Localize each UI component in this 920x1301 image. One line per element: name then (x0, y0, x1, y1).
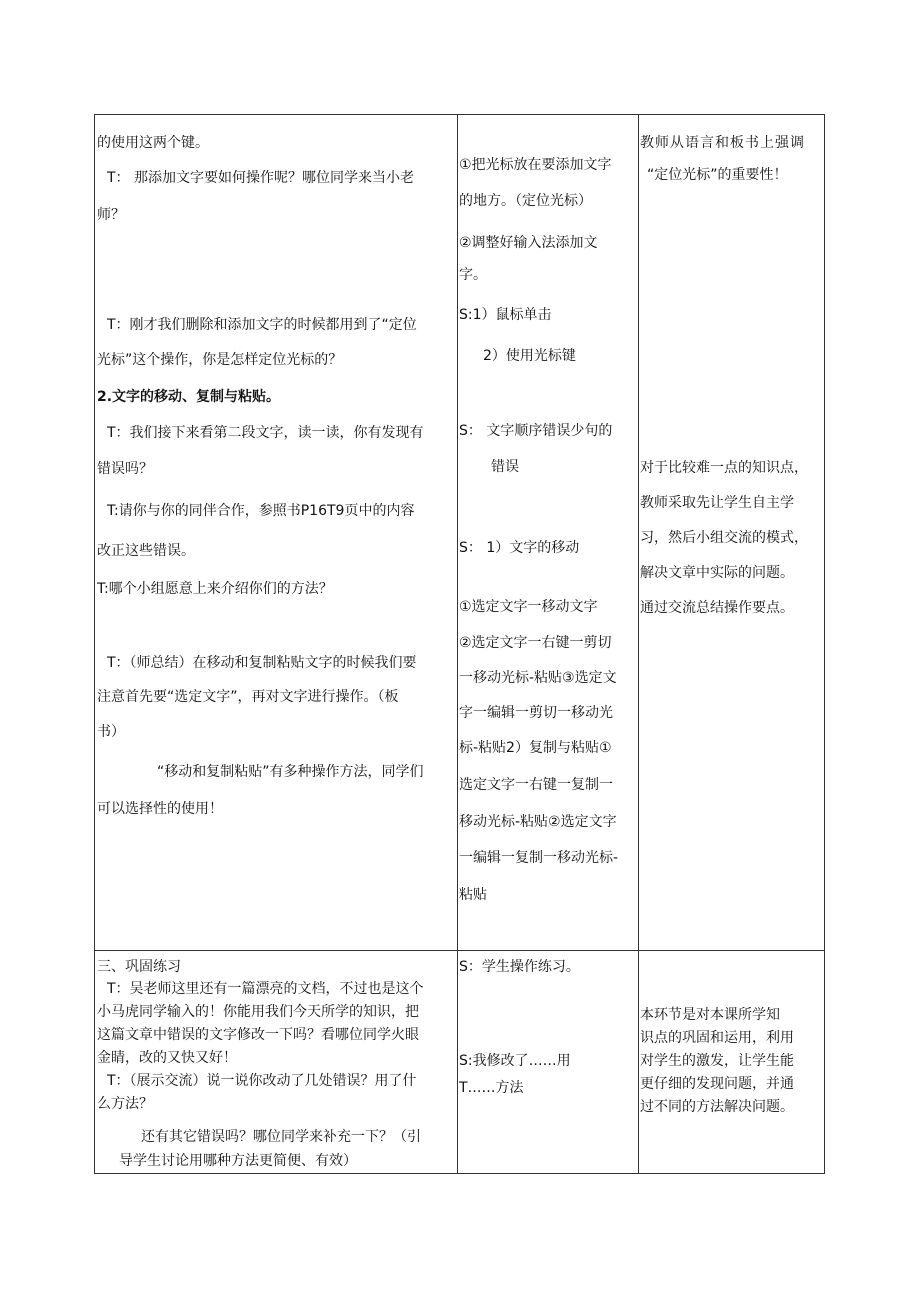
lesson-table (94, 114, 825, 1174)
text-line: 对于比较难一点的知识点， (640, 460, 808, 476)
text-line: 的使用这两个键。 (97, 135, 209, 151)
text-line: 字。 (459, 267, 487, 283)
text-line: 书） (97, 724, 125, 740)
row-divider (95, 950, 824, 951)
text-line: 光标”这个操作，你是怎样定位光标的？ (97, 352, 343, 368)
column-divider (638, 115, 639, 1173)
text-line: S： 1）文字的移动 (459, 540, 580, 556)
text-line: 错误吗？ (97, 461, 153, 477)
text-line: 小马虎同学输入的！你能用我们今天所学的知识，把 (97, 1004, 419, 1020)
text-line: 选定文字一右键一复制一 (459, 777, 613, 793)
text-line: 一移动光标-粘贴③选定文 (459, 670, 617, 686)
text-line: ②调整好输入法添加文 (459, 235, 598, 251)
text-line: 2）使用光标键 (483, 348, 576, 364)
text-line: S:我修改了……用 (459, 1053, 571, 1069)
text-line: “定位光标”的重要性！ (647, 167, 788, 183)
text-line: 更仔细的发现问题，并通 (640, 1076, 794, 1092)
text-line: 本环节是对本课所学知 (640, 1007, 780, 1023)
text-line: T:请你与你的同伴合作，参照书P16T9页中的内容 (107, 503, 415, 519)
text-line: 移动光标-粘贴②选定文字 (459, 814, 617, 830)
text-line: 可以选择性的使用！ (97, 801, 223, 817)
section-heading: 2.文字的移动、复制与粘贴。 (97, 389, 281, 405)
text-line: 导学生讨论用哪种方法更简便、有效） (119, 1153, 357, 1169)
text-line: 教师采取先让学生自主学 (640, 495, 794, 511)
text-line: 这篇文章中错误的文字修改一下吗？看哪位同学火眼 (97, 1027, 419, 1043)
text-line: “移动和复制粘贴”有多种操作方法，同学们 (157, 764, 424, 780)
text-line: 教师从语言和板书上强调 (640, 135, 805, 151)
text-line: S:1）鼠标单击 (459, 307, 552, 323)
text-line: 对学生的激发，让学生能 (640, 1053, 794, 1069)
text-line: 习，然后小组交流的模式， (640, 530, 808, 546)
text-line: 么方法？ (97, 1096, 153, 1112)
text-line: 师？ (97, 207, 125, 223)
text-line: 还有其它错误吗？哪位同学来补充一下？（引 (141, 1129, 421, 1145)
text-line: 注意首先要“选定文字”，再对文字进行操作。（板 (97, 689, 399, 705)
text-line: T:哪个小组愿意上来介绍你们的方法？ (97, 581, 333, 597)
text-line: 错误 (491, 459, 519, 475)
column-divider (457, 115, 458, 1173)
text-line: 解决文章中实际的问题。 (640, 565, 794, 581)
text-line: ②选定文字一右键一剪切 (459, 635, 612, 651)
text-line: 标-粘贴2）复制与粘贴① (459, 740, 612, 756)
text-line: S：学生操作练习。 (459, 959, 580, 975)
text-line: 的地方。（定位光标） (459, 193, 592, 209)
text-line: T： 那添加文字要如何操作呢？哪位同学来当小老 (107, 170, 415, 186)
text-line: 过不同的方法解决问题。 (640, 1099, 794, 1115)
text-line: T：（师总结）在移动和复制粘贴文字的时候我们要 (107, 655, 417, 671)
text-line: 识点的巩固和运用，利用 (640, 1030, 794, 1046)
text-line: 粘贴 (459, 887, 487, 903)
text-line: T：刚才我们删除和添加文字的时候都用到了“定位 (107, 317, 417, 333)
text-line: 通过交流总结操作要点。 (640, 600, 794, 616)
text-line: 金睛，改的又快又好！ (97, 1050, 237, 1066)
text-line: T：吴老师这里还有一篇漂亮的文档，不过也是这个 (107, 981, 424, 997)
text-line: ①选定文字一移动文字 (459, 599, 598, 615)
text-line: T……方法 (459, 1080, 524, 1096)
text-line: 改正这些错误。 (97, 543, 195, 559)
text-line: ①把光标放在要添加文字 (459, 157, 612, 173)
text-line: 字一编辑一剪切一移动光 (459, 705, 613, 721)
text-line: S： 文字顺序错误少句的 (459, 423, 613, 439)
text-line: T：（展示交流）说一说你改动了几处错误？用了什 (107, 1073, 417, 1089)
text-line: 一编辑一复制一移动光标- (459, 850, 619, 866)
text-line: T：我们接下来看第二段文字，读一读，你有发现有 (107, 425, 424, 441)
section-title: 三、巩固练习 (97, 959, 181, 975)
